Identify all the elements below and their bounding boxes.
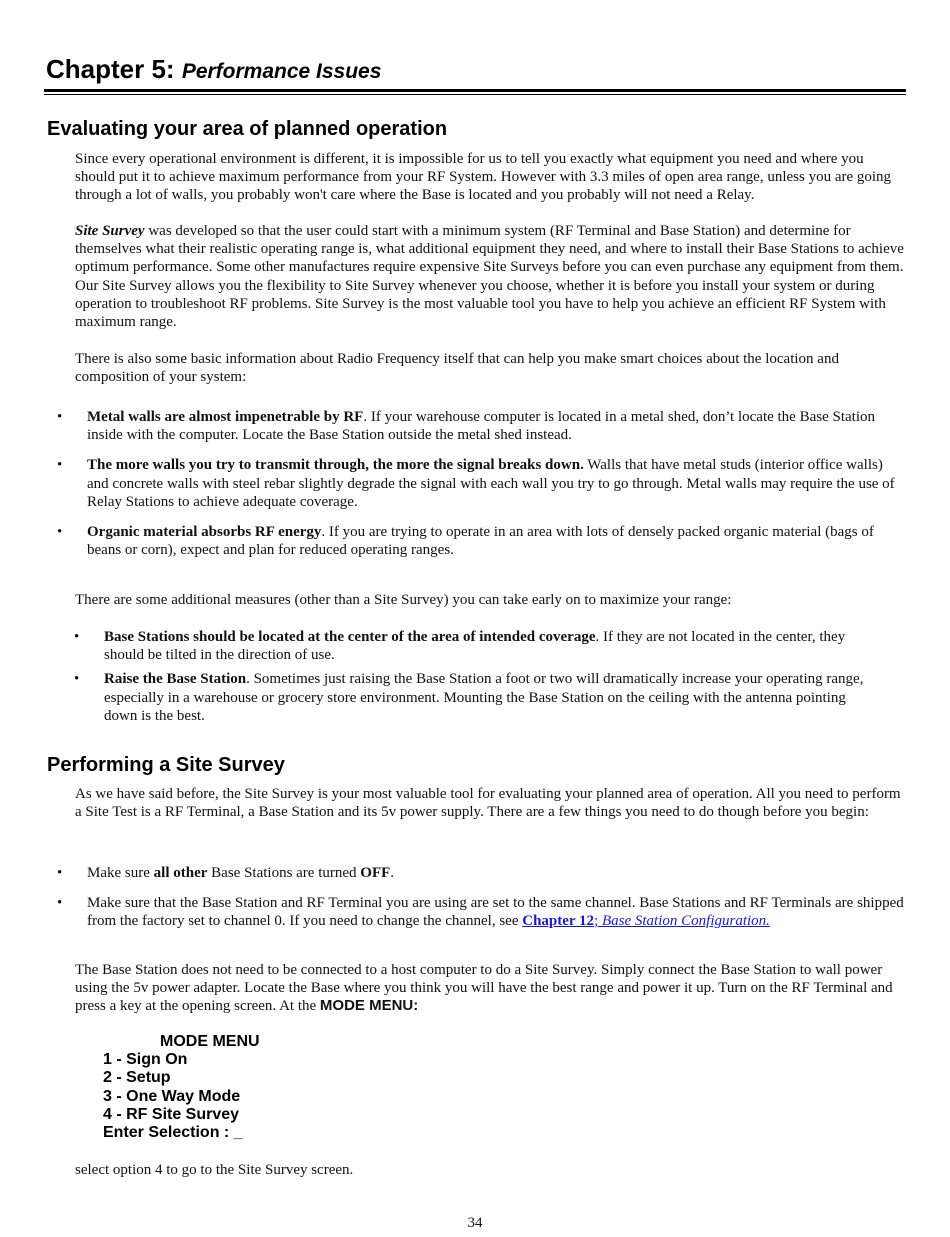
bullet-lead: Base Stations should be located at the center of the area of intended coverage — [104, 629, 596, 645]
chapter-label: Chapter 5: — [46, 54, 175, 84]
bullet-lead: Raise the Base Station — [104, 671, 247, 688]
chapter-title: Performance Issues — [181, 60, 382, 83]
heading-rule-thin — [44, 94, 906, 95]
paragraph-site-survey — [75, 222, 905, 331]
link-chapter: Chapter 12 — [522, 913, 595, 930]
bullet-text: . If your warehouse computer is located in a metal shed, don’t locate the Base Station inside with the computer. Locate the Base Station outside the metal shed instead. — [87, 409, 875, 444]
measures-bullet-list — [104, 628, 874, 725]
bullet-lead: Metal walls are almost impenetrable by RF — [87, 409, 364, 425]
list-item — [87, 864, 905, 882]
bullet-text: . If you are trying to operate in an area with lots of densely packed organic material (bags of beans or corn), expect and plan for reduced operating ranges. — [87, 524, 874, 559]
mode-menu-option: 2 - Setup — [103, 1069, 171, 1087]
list-item — [87, 523, 905, 559]
connect-text: The Base Station does not need to be connected to a host computer to do a Site Survey. Simply connect the Base Station to wall power using the 5v power adapter. Locate the Base where you think you will have the best range and power it up. Turn on the RF Terminal and press a key at the opening screen. At the — [75, 962, 893, 1015]
heading-rule-thick — [44, 89, 906, 92]
mode-menu-option: 4 - RF Site Survey — [103, 1105, 240, 1123]
section-heading-performing: Performing a Site Survey — [47, 754, 285, 776]
list-item — [104, 628, 874, 664]
list-item — [87, 894, 905, 930]
list-item — [87, 408, 905, 444]
connect-menu-label: MODE MENU: — [319, 997, 419, 1015]
mode-menu-option: 1 - Sign On — [103, 1051, 188, 1069]
bullet-emphasis: OFF — [360, 865, 391, 881]
bullet-text: . Sometimes just raising the Base Station a foot or two will dramatically increase your operating range, especially in a warehouse or grocery store environment. Mounting the Base Station on the ceiling with the antenna pointing down is the best. — [104, 671, 864, 724]
paragraph-select-option: select option 4 to go to the Site Survey screen. — [75, 1162, 354, 1178]
bullet-text: Make sure that the Base Station and RF Terminal you are using are set to the same channel. Base Stations and RF Terminals are shipped from the factory set to channel 0. If you need to change the channel, see — [87, 895, 904, 930]
site-survey-text: was developed so that the user could start with a minimum system (RF Terminal and Base Station) and determine for themselves what their realistic operating range is, what additional equipment they need, and where to install their Base Stations to achieve optimum performance. Some other manufactures require expensive Site Surveys before you can even purchase any equipment from them. Our Site Survey allows you the flexibility to Site Survey whenever you choose, whether it is before you install your system or during operation to troubleshoot RF problems. Site Survey is the most valuable tool you have to help you achieve an efficient RF System with maximum range. — [75, 223, 904, 331]
list-item — [87, 456, 905, 511]
chapter-heading — [46, 54, 381, 85]
setup-bullet-list — [87, 864, 905, 931]
bullet-text: Base Stations are turned — [207, 865, 361, 881]
mode-menu-option: 3 - One Way Mode — [103, 1087, 241, 1105]
bullet-lead: The more walls you try to transmit through, the more the signal breaks down. — [87, 457, 584, 474]
bullet-lead: Organic material absorbs RF energy — [87, 524, 322, 541]
link-title: Base Station Configuration. — [598, 913, 770, 930]
mode-menu-prompt: Enter Selection : _ — [103, 1124, 243, 1142]
paragraph-intro: Since every operational environment is different, it is impossible for us to tell you exactly what equipment you need and where you should put it to achieve maximum performance from your RF System. However with 3.3 miles of open area range, unless you are going through a lot of walls, you probably won't care where the Base is located and you probably will not need a Relay. — [75, 151, 892, 204]
bullet-text: Walls that have metal studs (interior office walls) and concrete walls with steel rebar slightly degrade the signal with each wall you try to go through. Metal walls may require the use of Relay Stations to achieve adequate coverage. — [87, 457, 895, 510]
chapter-12-link[interactable] — [522, 913, 770, 929]
paragraph-rf-intro: There is also some basic information about Radio Frequency itself that can help you make smart choices about the location and composition of your system: — [75, 351, 839, 386]
paragraph-connect — [75, 961, 905, 1016]
bullet-text: . — [390, 865, 395, 881]
rf-bullet-list — [87, 408, 905, 559]
section-heading-evaluating: Evaluating your area of planned operation — [47, 118, 448, 140]
bullet-emphasis: all other — [153, 865, 208, 881]
site-survey-term: Site Survey — [75, 223, 145, 239]
bullet-text: . If they are not located in the center, they should be tilted in the direction of use. — [104, 629, 846, 664]
mode-menu — [103, 1033, 260, 1142]
list-item — [104, 670, 874, 725]
page-number: 34 — [467, 1215, 483, 1231]
bullet-text: Make sure — [87, 865, 154, 881]
mode-menu-title: MODE MENU — [160, 1033, 260, 1050]
link-separator: ; — [594, 913, 599, 930]
paragraph-measures-intro: There are some additional measures (other than a Site Survey) you can take early on to maximize your range: — [75, 592, 732, 608]
paragraph-performing-intro: As we have said before, the Site Survey is your most valuable tool for evaluating your planned area of operation. All you need to perform a Site Test is a RF Terminal, a Base Station and its 5v power supply. There are a few things you need to do though before you begin: — [75, 786, 901, 821]
